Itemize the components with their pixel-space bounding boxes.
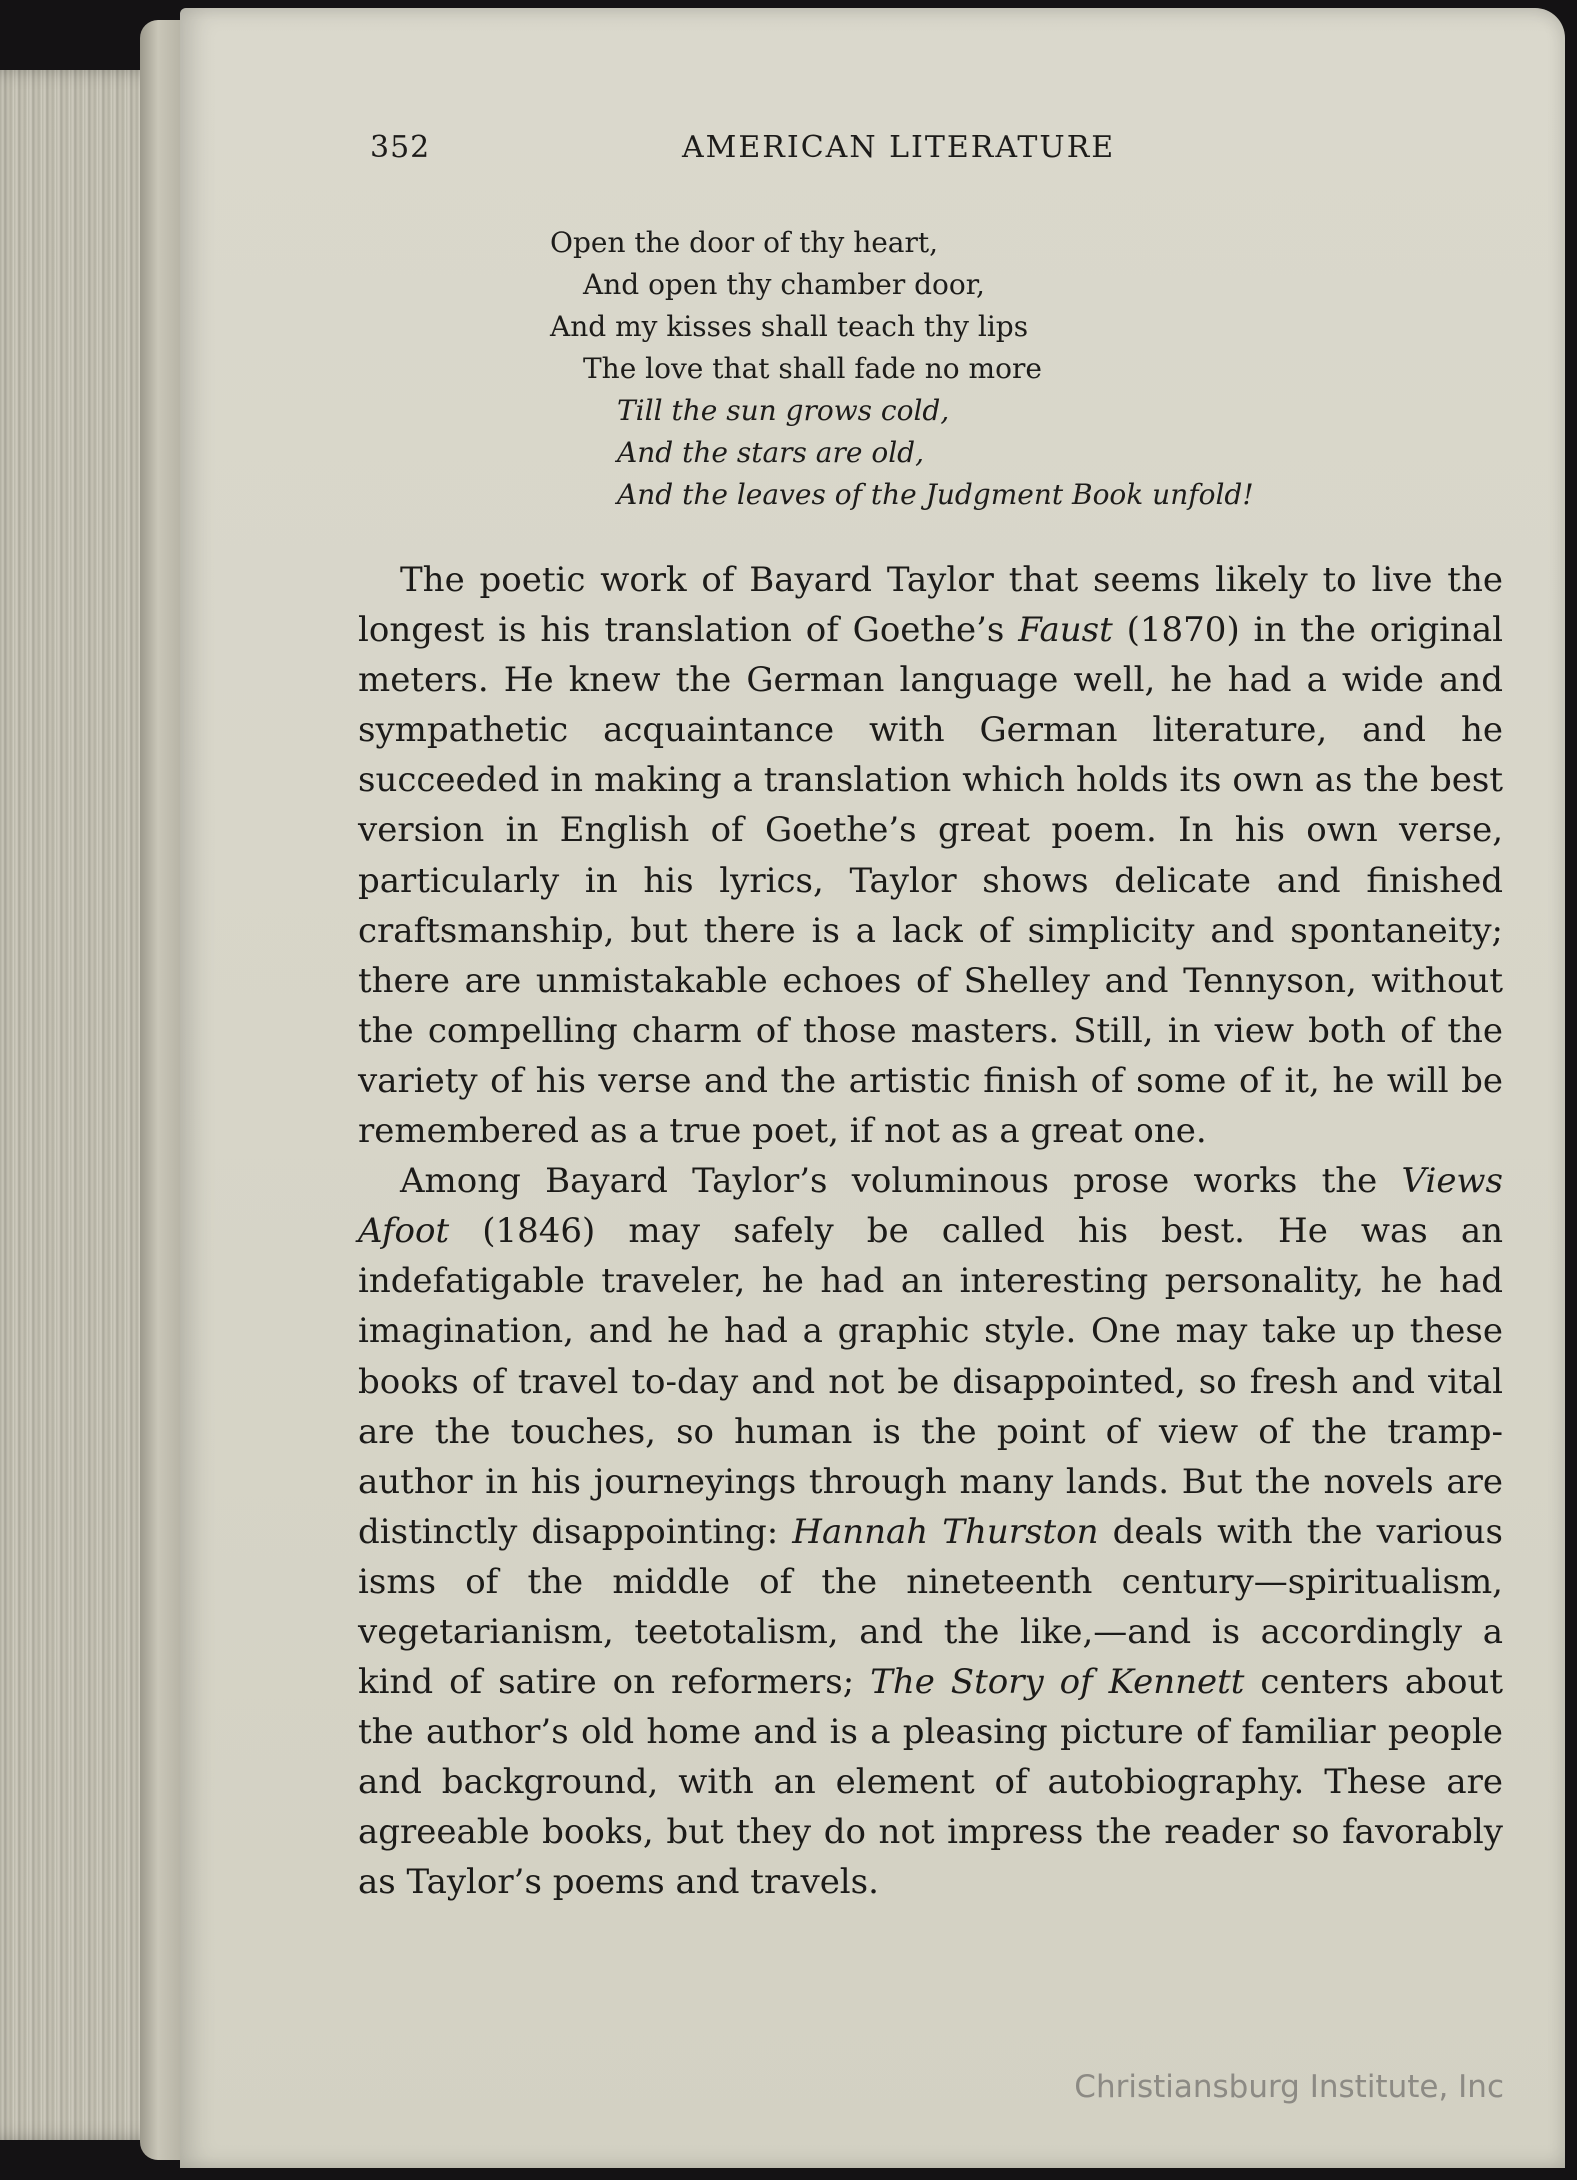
poem-stanza [550, 222, 1350, 516]
text-run: deals with the various isms of the middle of the nineteenth century—spiritualism, vegetarianism, teetotalism, and the like,—and is accordingly a kind of satire on reformers; [358, 1511, 1503, 1703]
italic-title: Hannah Thurston [792, 1511, 1099, 1552]
book-spine-curve [140, 20, 185, 2160]
poem-line: And my kisses shall teach thy lips [550, 310, 1029, 343]
italic-title: The Story of Kennett [870, 1662, 1245, 1703]
italic-title: Views Afoot [358, 1161, 1503, 1252]
body-text [358, 555, 1503, 1908]
poem-line: Till the sun grows cold, [617, 394, 950, 427]
poem-line: And open thy chamber door, [583, 268, 985, 301]
text-run: The poetic work of Bayard Taylor that seems likely to live the longest is his translation of Goethe’s [358, 560, 1503, 651]
watermark: Christiansburg Institute, Inc [1074, 2069, 1504, 2105]
poem-line: Open the door of thy heart, [550, 226, 939, 259]
poem-line: And the leaves of the Judgment Book unfold! [617, 478, 1254, 511]
paragraph-taylor-prose [358, 1156, 1503, 1907]
text-run: centers about the author’s old home and is a pleasing picture of familiar people and background, with an element of autobiography. These are agreeable books, but they do not impress the reader so favorably as Taylor’s poems and travels. [358, 1662, 1503, 1903]
italic-title: Faust [1018, 610, 1113, 651]
poem-line: The love that shall fade no more [583, 352, 1042, 385]
paragraph-taylor-poetry [358, 555, 1503, 1156]
poem-line: And the stars are old, [617, 436, 924, 469]
text-run: (1846) may safely be called his best. He was an indefatigable traveler, he had an interesting personality, he had imagination, and he had a graphic style. One may take up these books of travel to-day and not be disappointed, so fresh and vital are the touches, so human is the point of view of the tramp-author in his journeyings through many lands. But the novels are distinctly disappointing: [358, 1211, 1503, 1552]
page-header [360, 130, 1190, 170]
text-run: (1870) in the original meters. He knew the German language well, he had a wide and sympathetic acquaintance with German literature, and he succeeded in making a translation which holds its own as the best version in English of Goethe’s great poem. In his own verse, particularly in his lyrics, Taylor shows delicate and finished craftsmanship, but there is a lack of simplicity and spontaneity; there are unmistakable echoes of Shelley and Tennyson, without the compelling charm of those masters. Still, in view both of the variety of his verse and the artistic finish of some of it, he will be remembered as a true poet, if not as a great one. [358, 610, 1503, 1152]
running-title: AMERICAN LITERATURE [682, 130, 1116, 165]
text-run: Among Bayard Taylor’s voluminous prose works the [400, 1161, 1402, 1202]
page-number: 352 [370, 130, 431, 165]
